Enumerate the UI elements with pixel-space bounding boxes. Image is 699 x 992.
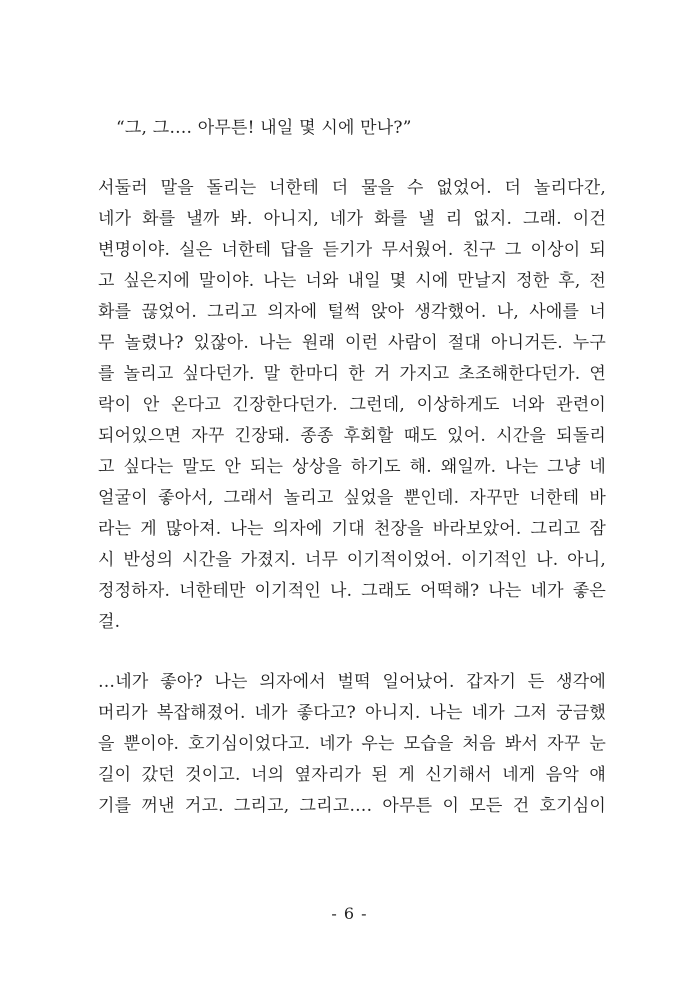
text-line: 머리가 복잡해졌어. 네가 좋다고? 아니지. 나는 네가 그저 궁금했 bbox=[98, 703, 606, 723]
text-line: 고 싶다는 말도 안 되는 상상을 하기도 해. 왜일까. 나는 그냥 네 bbox=[98, 457, 606, 477]
text-line: 얼굴이 좋아서, 그래서 놀리고 싶었을 뿐인데. 자꾸만 너한테 바 bbox=[98, 488, 606, 508]
text-line: 정정하자. 너한테만 이기적인 나. 그래도 어떡해? 나는 네가 좋은 bbox=[98, 581, 606, 601]
text-line: 락이 안 온다고 긴장한다던가. 그런데, 이상하게도 너와 관련이 bbox=[98, 395, 606, 415]
text-line: 을 뿐이야. 호기심이었다고. 네가 우는 모습을 처음 봐서 자꾸 눈 bbox=[98, 734, 606, 754]
text-line: 고 싶은지에 말이야. 나는 너와 내일 몇 시에 만날지 정한 후, 전 bbox=[98, 271, 606, 291]
text-line: 무 놀렸나? 있잖아. 나는 원래 이런 사람이 절대 아니거든. 누구 bbox=[98, 333, 606, 353]
text-line: 변명이야. 실은 너한테 답을 듣기가 무서웠어. 친구 그 이상이 되 bbox=[98, 240, 606, 260]
text-line: 화를 끊었어. 그리고 의자에 털썩 앉아 생각했어. 나, 사에를 너 bbox=[98, 302, 606, 322]
text-line: 를 놀리고 싶다던가. 말 한마디 한 거 가지고 초조해한다던가. 연 bbox=[98, 364, 606, 384]
text-line: 네가 화를 낼까 봐. 아니지, 네가 화를 낼 리 없지. 그래. 이건 bbox=[98, 209, 606, 229]
text-line: 길이 갔던 것이고. 너의 옆자리가 된 게 신기해서 네게 음악 얘 bbox=[98, 765, 606, 785]
text-line: 시 반성의 시간을 가졌지. 너무 이기적이었어. 이기적인 나. 아니, bbox=[98, 550, 606, 570]
page-number: - 6 - bbox=[331, 904, 368, 923]
text-line: 되어있으면 자꾸 긴장돼. 종종 후회할 때도 있어. 시간을 되돌리 bbox=[98, 426, 606, 446]
text-line: …네가 좋아? 나는 의자에서 벌떡 일어났어. 갑자기 든 생각에 bbox=[98, 672, 606, 692]
text-line: 라는 게 많아져. 나는 의자에 기대 천장을 바라보았어. 그리고 잠 bbox=[98, 519, 606, 539]
text-line: 서둘러 말을 돌리는 너한테 더 물을 수 없었어. 더 놀리다간, bbox=[98, 178, 606, 198]
text-line: 걸. bbox=[98, 612, 121, 632]
text-line: 기를 꺼낸 거고. 그리고, 그리고…. 아무튼 이 모든 건 호기심이 bbox=[98, 796, 606, 816]
dialogue-line: “그, 그…. 아무튼! 내일 몇 시에 만나?” bbox=[116, 118, 412, 138]
